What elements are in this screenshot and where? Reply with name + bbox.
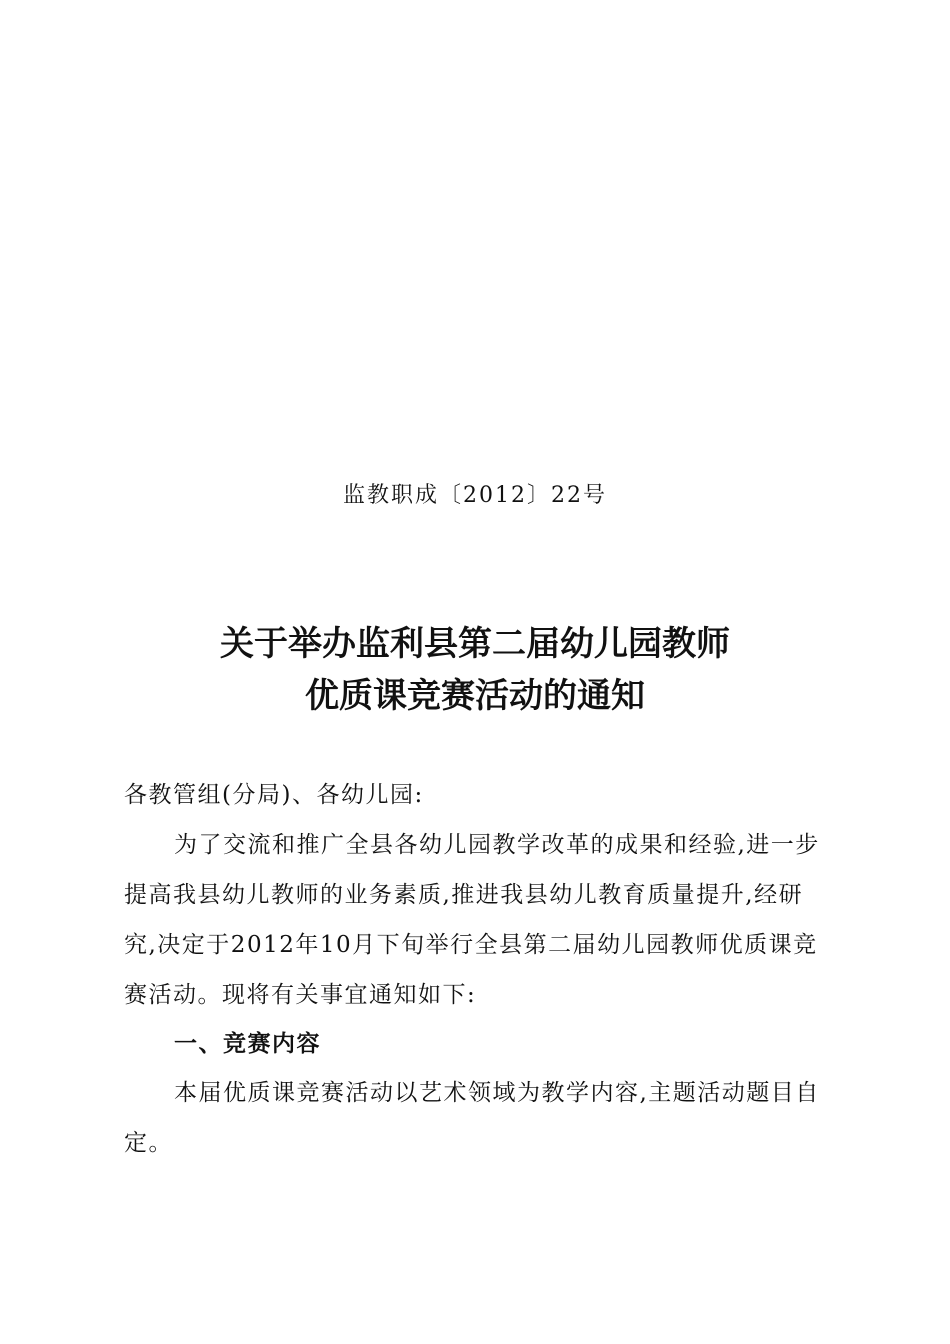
title-line-1: 关于举办监利县第二届幼儿园教师 — [220, 624, 730, 664]
paragraph-competition-content: 本届优质课竞赛活动以艺术领域为教学内容,主题活动题目自定。 — [124, 1080, 820, 1156]
salutation: 各教管组(分局)、各幼儿园: — [124, 782, 424, 808]
document-number: 监教职成〔2012〕22号 — [343, 483, 607, 508]
section-heading-competition-content: 一、竞赛内容 — [174, 1031, 321, 1057]
document-title — [0, 618, 950, 722]
paragraph-intro: 为了交流和推广全县各幼儿园教学改革的成果和经验,进一步提高我县幼儿教师的业务素质,推进我县幼儿教育质量提升,经研究,决定于2012年10月下旬举行全县第二届幼儿园教师优质课竞赛活动。现将有关事宜通知如下: — [124, 832, 820, 1008]
title-line-2: 优质课竞赛活动的通知 — [305, 676, 645, 716]
